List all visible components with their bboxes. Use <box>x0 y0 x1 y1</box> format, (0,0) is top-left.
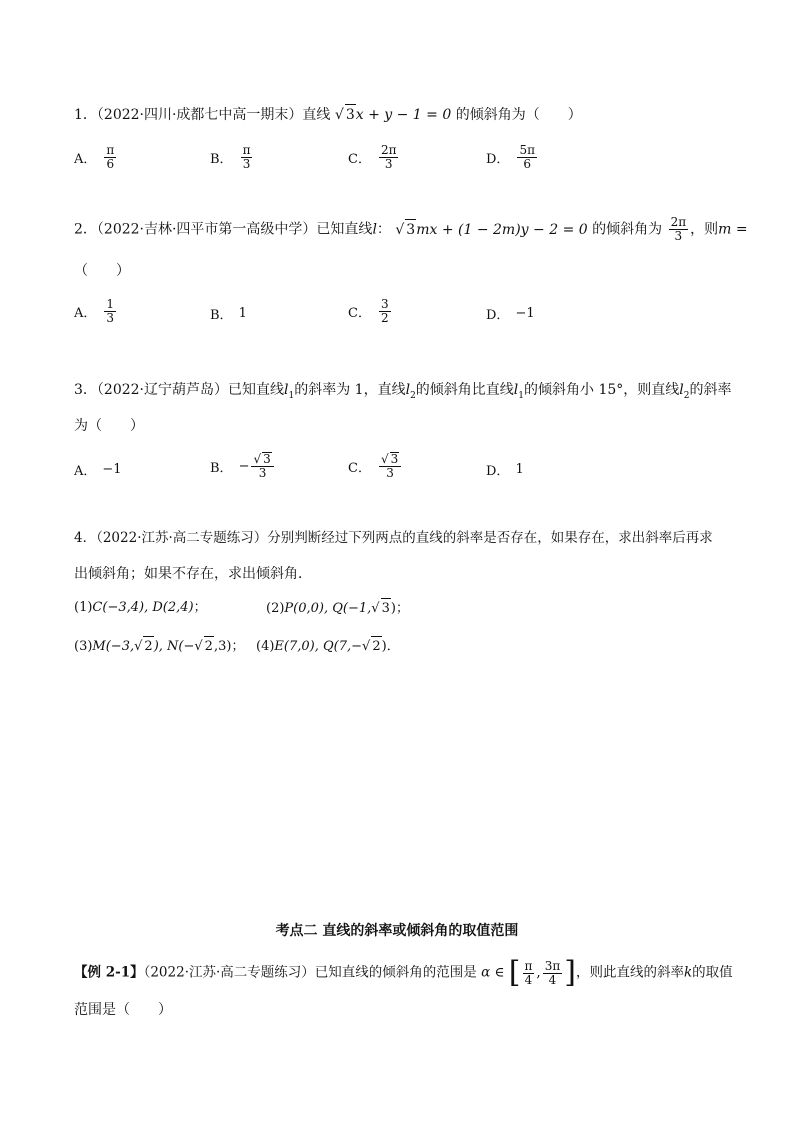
range-lower-fraction <box>523 960 535 987</box>
q3-stem-part-a: 的斜率为 1，直线 <box>294 382 406 398</box>
fraction-numerator: 2π <box>670 215 687 229</box>
q4-stem-line2: 出倾斜角；如果不存在，求出倾斜角． <box>74 566 312 582</box>
option-label: C． <box>348 306 371 321</box>
section-heading: 考点二 直线的斜率或倾斜角的取值范围 <box>275 923 519 939</box>
example-stem-end: 的取值 <box>692 964 733 981</box>
q2-option-c <box>348 298 393 325</box>
q3-option-a <box>74 460 122 479</box>
option-fraction <box>241 144 253 171</box>
fraction-numerator: π <box>524 958 533 973</box>
fraction-denominator: 6 <box>523 157 532 171</box>
part-points: E(7,0), Q(7,− <box>274 639 363 654</box>
q3-stem-line2: 为（ ） <box>74 418 144 434</box>
q3-option-c <box>348 452 403 480</box>
q2-stem <box>74 216 748 243</box>
sqrt-radicand: 2 <box>204 636 214 657</box>
fraction-numerator: 1 <box>106 297 115 311</box>
option-value: −1 <box>102 462 122 477</box>
fraction-numerator: π <box>242 143 251 157</box>
sqrt-radicand: 2 <box>371 636 381 657</box>
fraction-numerator: 3 <box>380 297 389 311</box>
fraction-denominator: 6 <box>106 157 115 171</box>
option-label: B． <box>210 152 233 167</box>
q4-part-4: (4)E(7,0), Q(7,−√ 2)． <box>256 636 400 657</box>
q2-line-name: l <box>372 221 377 238</box>
q3-option-b <box>210 452 276 480</box>
sqrt-radicand: 3 <box>390 452 399 466</box>
example-2-1-line2: 范围是（ ） <box>74 1002 172 1018</box>
q1-equation: √ 3x + y − 1 = 0 <box>335 107 451 123</box>
option-label: B． <box>210 308 233 323</box>
option-value: 1 <box>515 462 524 477</box>
q3-stem-part-b: 的倾斜角比直线 <box>415 382 514 398</box>
fraction-numerator: 3π <box>544 958 561 973</box>
option-fraction <box>251 452 273 480</box>
fraction-denominator: 3 <box>242 157 251 171</box>
option-value: 1 <box>238 306 247 321</box>
q3-line-l2: l <box>405 382 411 398</box>
fraction-numerator: √ 3 <box>251 452 273 467</box>
q2-option-b <box>210 304 247 323</box>
q3-stem <box>74 380 732 406</box>
q3-option-d <box>486 460 524 479</box>
q3-subscript: 1 <box>288 390 295 401</box>
part-number: (3) <box>74 639 93 654</box>
example-stem-prefix: （2022·江苏·高二专题练习）已知直线的倾斜角的范围是 <box>143 964 477 981</box>
q2-equation: √ 3mx + (1 − 2m)y − 2 = 0 <box>395 222 587 238</box>
q1-sqrt-radicand: 3 <box>345 104 356 125</box>
q3-subscript: 2 <box>683 390 690 401</box>
q2-option-a <box>74 298 118 325</box>
fraction-numerator: 2π <box>380 143 397 157</box>
example-tag: 【例 2-1】 <box>74 964 144 981</box>
q3-line-l1: l <box>284 382 289 398</box>
q2-angle-fraction <box>669 216 689 243</box>
option-label: C． <box>348 460 371 476</box>
fraction-denominator: 3 <box>384 157 393 171</box>
fraction-numerator: √ 3 <box>379 452 401 467</box>
q2-stem-prefix: 2．（2022·吉林·四平市第一高级中学）已知直线 <box>74 221 373 238</box>
part-number: (2) <box>266 601 285 616</box>
example-stem-suffix: ，则此直线的斜率 <box>575 964 684 981</box>
q1-stem-prefix: 1．（2022·四川·成都七中高一期末）直线 <box>74 107 331 123</box>
q3-stem-part-c: 的倾斜角小 15°，则直线 <box>524 382 680 398</box>
q1-option-d <box>486 144 539 171</box>
option-fraction <box>517 144 537 171</box>
part-close: ,3) <box>213 639 232 654</box>
q2-variable: m <box>718 221 732 238</box>
q2-equals: = <box>735 221 748 238</box>
q3-line-l1: l <box>513 382 519 398</box>
option-label: B． <box>210 460 233 476</box>
fraction-denominator: 2 <box>380 311 389 325</box>
part-points: M(−3, <box>92 639 135 654</box>
sqrt-radicand: 3 <box>381 598 391 619</box>
fraction-denominator: 3 <box>258 466 267 480</box>
sqrt-radicand: 2 <box>143 636 153 657</box>
part-separator: ； <box>193 600 207 615</box>
part-separator: ； <box>395 601 409 616</box>
q4-part-3: (3)M(−3,√ 2), N(−√ 2,3)； <box>74 636 244 657</box>
alpha-symbol: α ∈ <box>481 964 505 981</box>
q1-option-c <box>348 144 400 171</box>
option-label: D． <box>486 464 510 479</box>
part-points-mid: ), N(− <box>153 639 195 654</box>
right-bracket: ] <box>564 955 576 990</box>
option-fraction <box>379 144 399 171</box>
range-comma: , <box>536 964 541 981</box>
q2-stem-middle: 的倾斜角为 <box>592 221 663 238</box>
q2-blank: （ ） <box>74 263 130 279</box>
option-label: D． <box>486 152 510 167</box>
range-upper-fraction <box>543 960 563 987</box>
q4-part-2: (2)P(0,0), Q(−1,√ 3)； <box>266 598 409 619</box>
left-bracket: [ <box>508 955 521 990</box>
option-fraction <box>104 144 116 171</box>
q1-option-b <box>210 144 254 171</box>
part-number: (4) <box>256 639 275 654</box>
q1-option-a <box>74 144 118 171</box>
slope-variable: k <box>683 964 693 981</box>
option-value: −1 <box>515 306 535 321</box>
q4-part-1 <box>74 598 207 618</box>
part-points: C(−3,4), D(2,4) <box>92 600 194 615</box>
part-close: ) <box>390 601 396 616</box>
q3-stem-part-d: 的斜率 <box>689 382 732 398</box>
part-number: (1) <box>74 600 93 615</box>
option-label: A． <box>74 464 97 479</box>
q3-line-l2: l <box>679 382 684 398</box>
fraction-denominator: 4 <box>524 972 533 987</box>
fraction-numerator: 5π <box>519 143 535 157</box>
part-points: P(0,0), Q(−1, <box>284 601 372 616</box>
q3-subscript: 1 <box>518 390 525 401</box>
q2-sqrt-radicand: 3 <box>405 219 416 240</box>
q2-colon: ： <box>376 221 391 238</box>
q2-option-d <box>486 304 535 323</box>
fraction-numerator: π <box>106 143 115 157</box>
q2-stem-suffix: ，则 <box>690 221 719 238</box>
option-label: C． <box>348 152 371 167</box>
q4-stem-line1: 4．（2022·江苏·高二专题练习）分别判断经过下列两点的直线的斜率是否存在，如果存在，求出斜率后再求 <box>74 530 713 546</box>
q2-equation-body: mx + (1 − 2m)y − 2 = 0 <box>416 221 588 238</box>
option-sign: − <box>238 458 250 474</box>
option-label: A． <box>74 306 97 321</box>
fraction-denominator: 3 <box>386 466 394 480</box>
q3-stem-prefix: 3．（2022·辽宁葫芦岛）已知直线 <box>74 382 284 398</box>
fraction-denominator: 3 <box>106 311 115 325</box>
option-fraction <box>104 298 116 325</box>
option-fraction <box>379 298 391 325</box>
q1-equation-body: x + y − 1 = 0 <box>355 107 452 123</box>
part-separator: ； <box>231 639 245 654</box>
q1-stem <box>74 104 582 125</box>
option-fraction <box>379 452 401 480</box>
fraction-denominator: 3 <box>674 229 683 243</box>
option-label: D． <box>486 308 510 323</box>
option-label: A． <box>74 152 97 167</box>
fraction-denominator: 4 <box>548 972 557 987</box>
part-close: ) <box>381 639 387 654</box>
example-2-1-stem <box>74 955 733 990</box>
part-separator: ． <box>386 639 400 654</box>
q3-subscript: 2 <box>410 390 416 401</box>
sqrt-radicand: 3 <box>263 452 271 466</box>
q1-stem-suffix: 的倾斜角为（ ） <box>455 107 582 123</box>
